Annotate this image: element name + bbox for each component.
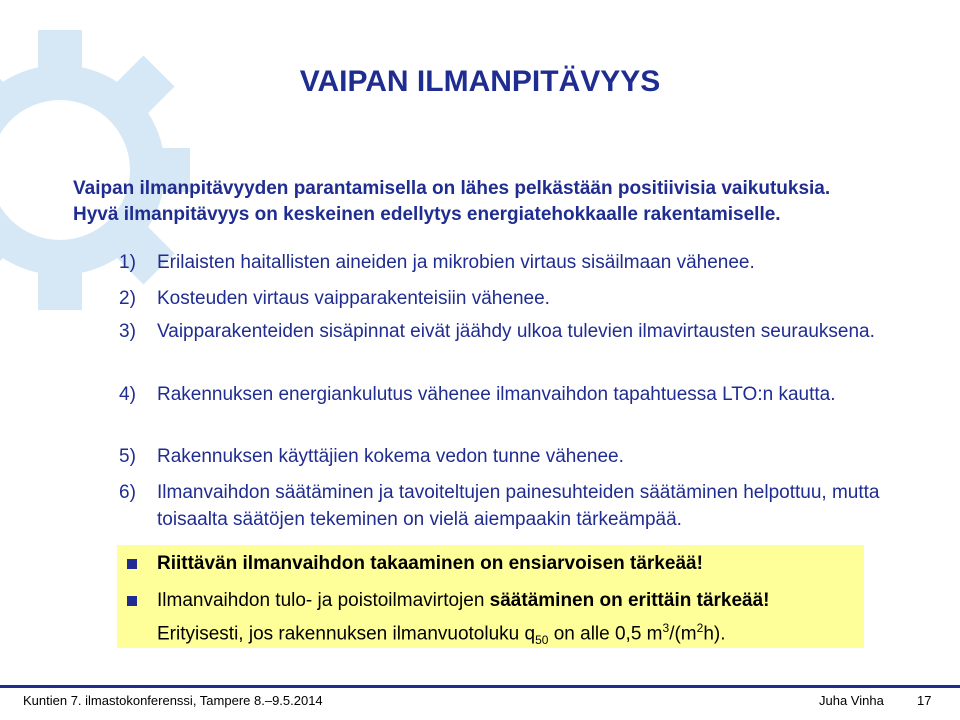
list-item-number: 6) — [119, 482, 136, 503]
q50-mid: on alle 0,5 m — [548, 623, 663, 645]
list-item-number: 2) — [119, 288, 136, 309]
m2-superscript: 2 — [696, 621, 704, 635]
intro-line-1: Vaipan ilmanpitävyyden parantamisella on lähes pelkästään positiivisia vaikutuksia. — [73, 178, 831, 199]
highlight-text-2-bold: säätäminen on erittäin tärkeää! — [489, 590, 770, 611]
page-number: 17 — [917, 693, 932, 708]
highlight-text-3 — [157, 613, 862, 655]
q50-prefix: Erityisesti, jos rakennuksen ilmanvuotoluku q — [157, 623, 536, 645]
list-item-text: Erilaisten haitallisten aineiden ja mikrobien virtaus sisäilmaan vähenee. — [157, 252, 755, 273]
list-item-text: Kosteuden virtaus vaipparakenteisiin vähenee. — [157, 288, 550, 309]
footer-author: Juha Vinha — [819, 693, 884, 708]
highlight-bullet-1 — [127, 549, 862, 579]
highlight-text-1: Riittävän ilmanvaihdon takaaminen on ensiarvoisen tärkeää! — [157, 553, 703, 574]
intro-line-2: Hyvä ilmanpitävyys on keskeinen edellytys energiatehokkaalle rakentamiselle. — [73, 204, 781, 225]
list-item-5 — [119, 443, 929, 470]
list-item-text: Rakennuksen energiankulutus vähenee ilmanvaihdon tapahtuessa LTO:n kautta. — [157, 384, 836, 405]
highlight-text-2-prefix: Ilmanvaihdon tulo- ja poistoilmavirtojen — [157, 590, 490, 611]
square-bullet-icon — [127, 596, 137, 606]
highlight-bullet-2 — [127, 586, 862, 616]
list-item-3 — [119, 318, 929, 345]
list-item-text: Vaipparakenteiden sisäpinnat eivät jäähdy ulkoa tulevien ilmavirtausten seurauksena. — [157, 321, 875, 342]
list-item-2 — [119, 285, 929, 312]
list-item-text: Ilmanvaihdon säätäminen ja tavoiteltujen painesuhteiden säätäminen helpottuu, mutta toisaalta säätöjen tekeminen on vielä aiempaakin tärkeämpää. — [157, 482, 880, 530]
intro-text — [73, 176, 933, 228]
list-item-number: 3) — [119, 321, 136, 342]
highlight-text-2 — [157, 586, 862, 616]
list-item-number: 4) — [119, 384, 136, 405]
q50-end: h). — [703, 623, 726, 645]
slide-title: VAIPAN ILMANPITÄVYYS — [299, 65, 661, 98]
q50-mid2: /(m — [669, 623, 697, 645]
q50-subscript: 50 — [535, 633, 549, 648]
list-item-4 — [119, 381, 929, 408]
list-item-number: 5) — [119, 446, 136, 467]
list-item-number: 1) — [119, 252, 136, 273]
m3-superscript: 3 — [662, 621, 670, 635]
footer-event: Kuntien 7. ilmastokonferenssi, Tampere 8.–9.5.2014 — [23, 693, 323, 708]
footer-divider — [0, 685, 960, 688]
square-bullet-icon — [127, 559, 137, 569]
list-item-6 — [119, 479, 929, 533]
list-item-text: Rakennuksen käyttäjien kokema vedon tunne vähenee. — [157, 446, 624, 467]
highlight-line-3 — [127, 613, 862, 655]
list-item-1 — [119, 249, 929, 276]
